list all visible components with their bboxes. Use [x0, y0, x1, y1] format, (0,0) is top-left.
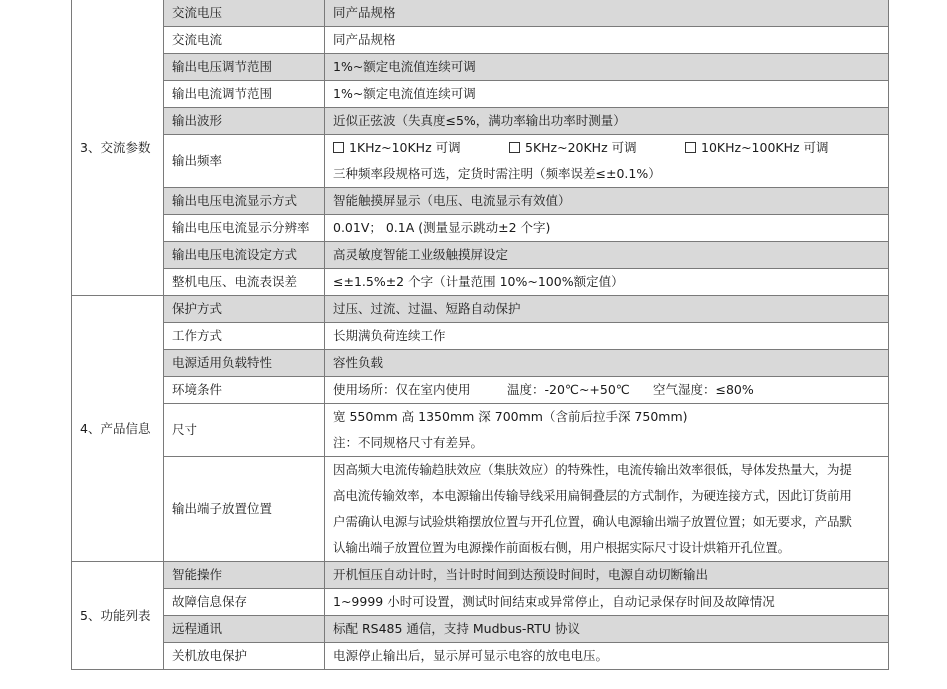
row-key: 输出电流调节范围: [164, 81, 325, 108]
table-row: [72, 54, 889, 81]
row-key: 输出电压电流显示分辨率: [164, 215, 325, 242]
frequency-option: 10KHz~100KHz 可调: [685, 135, 829, 161]
row-key: 输出频率: [164, 135, 325, 188]
table-row: [72, 377, 889, 404]
row-value: 智能触摸屏显示（电压、电流显示有效值）: [325, 188, 889, 215]
checkbox-icon: [685, 142, 696, 153]
checkbox-icon: [509, 142, 520, 153]
table-row: [72, 643, 889, 670]
section-title: 3、交流参数: [72, 0, 164, 296]
table-row: [72, 242, 889, 269]
table-row: [72, 188, 889, 215]
row-key: 工作方式: [164, 323, 325, 350]
table-row: [72, 562, 889, 589]
row-key: 整机电压、电流表误差: [164, 269, 325, 296]
table-row: [72, 296, 889, 323]
table-row: [72, 27, 889, 54]
row-key: 智能操作: [164, 562, 325, 589]
table-row: [72, 350, 889, 377]
row-key: 交流电压: [164, 0, 325, 27]
table-row: [72, 108, 889, 135]
row-key: 远程通讯: [164, 616, 325, 643]
row-key: 输出波形: [164, 108, 325, 135]
row-value: 1KHz~10KHz 可调 5KHz~20KHz 可调 10KHz~100KHz 可调 三种频率段规格可选，定货时需注明（频率误差≤±0.1%）: [325, 135, 889, 188]
spec-table: [71, 0, 889, 670]
env-location: 使用场所：仅在室内使用: [333, 382, 471, 397]
checkbox-icon: [333, 142, 344, 153]
row-value: ≤±1.5%±2 个字（计量范围 10%~100%额定值）: [325, 269, 889, 296]
row-value: 高灵敏度智能工业级触摸屏设定: [325, 242, 889, 269]
row-key: 输出端子放置位置: [164, 457, 325, 562]
table-row: [72, 457, 889, 562]
row-key: 关机放电保护: [164, 643, 325, 670]
row-value: 宽 550mm 高 1350mm 深 700mm（含前后拉手深 750mm) 注：不同规格尺寸有差异。: [325, 404, 889, 457]
env-temperature: 温度：-20℃~+50℃: [507, 382, 630, 397]
env-humidity: 空气湿度：≤80%: [653, 382, 754, 397]
frequency-option: 5KHz~20KHz 可调: [509, 135, 685, 161]
row-value: 因高频大电流传输趋肤效应（集肤效应）的特殊性，电流传输出效率很低，导体发热量大，为提 高电流传输效率，本电源输出传输导线采用扁铜叠层的方式制作，为硬连接方式，因此订货前用 户需确认电源与试验烘箱摆放位置与开孔位置，确认电源输出端子放置位置；如无要求，产品默 认输出端子放置位置为电源操作前面板右侧，用户根据实际尺寸设计烘箱开孔位置。: [325, 457, 889, 562]
frequency-option: 1KHz~10KHz 可调: [333, 135, 509, 161]
row-value: 同产品规格: [325, 0, 889, 27]
row-value: 同产品规格: [325, 27, 889, 54]
table-row: [72, 616, 889, 643]
table-row: [72, 215, 889, 242]
row-value: 开机恒压自动计时，当计时时间到达预设时间时，电源自动切断输出: [325, 562, 889, 589]
row-key: 保护方式: [164, 296, 325, 323]
table-row: [72, 589, 889, 616]
table-row: [72, 81, 889, 108]
row-value: 近似正弦波（失真度≤5%，满功率输出功率时测量）: [325, 108, 889, 135]
section-title: 4、产品信息: [72, 296, 164, 562]
row-value: 0.01V； 0.1A (测量显示跳动±2 个字): [325, 215, 889, 242]
row-value: 标配 RS485 通信，支持 Mudbus-RTU 协议: [325, 616, 889, 643]
row-value: 电源停止输出后，显示屏可显示电容的放电电压。: [325, 643, 889, 670]
row-key: 故障信息保存: [164, 589, 325, 616]
table-row: [72, 269, 889, 296]
row-value: 1%~额定电流值连续可调: [325, 54, 889, 81]
table-row: [72, 135, 889, 188]
row-value: [325, 377, 889, 404]
row-value: 1~9999 小时可设置，测试时间结束或异常停止，自动记录保存时间及故障情况: [325, 589, 889, 616]
row-value: 容性负载: [325, 350, 889, 377]
row-value: 过压、过流、过温、短路自动保护: [325, 296, 889, 323]
row-key: 输出电压调节范围: [164, 54, 325, 81]
row-key: 尺寸: [164, 404, 325, 457]
row-key: 电源适用负载特性: [164, 350, 325, 377]
table-row: [72, 323, 889, 350]
table-row: [72, 404, 889, 457]
row-key: 输出电压电流设定方式: [164, 242, 325, 269]
section-title: 5、功能列表: [72, 562, 164, 670]
row-key: 交流电流: [164, 27, 325, 54]
row-key: 输出电压电流显示方式: [164, 188, 325, 215]
row-value: 1%~额定电流值连续可调: [325, 81, 889, 108]
row-key: 环境条件: [164, 377, 325, 404]
table-row: [72, 0, 889, 27]
row-value: 长期满负荷连续工作: [325, 323, 889, 350]
